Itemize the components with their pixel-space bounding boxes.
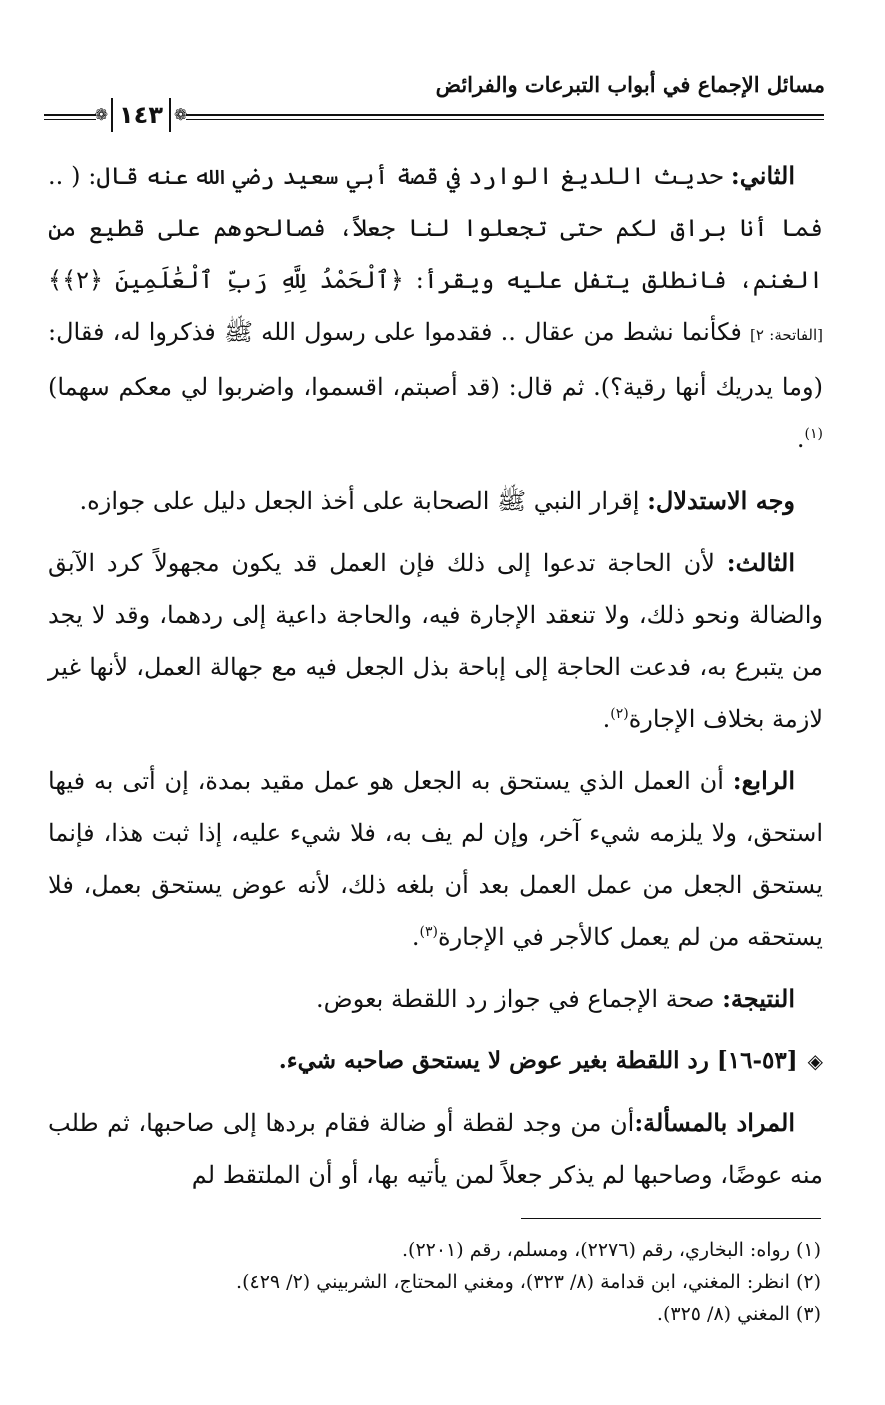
footnote-2: (٢) انظر: المغني، ابن قدامة (٨/ ٣٢٣)، ومغني المحتاج، الشربيني (٢/ ٤٢٩).	[236, 1271, 821, 1293]
footnotes	[51, 1234, 821, 1330]
paragraph-text: إقرار النبي ﷺ الصحابة على أخذ الجعل دليل على جوازه.	[79, 487, 648, 515]
quran-reference: [الفاتحة: ٢]	[750, 326, 823, 344]
footnote-separator	[521, 1218, 821, 1219]
page-number-frame	[96, 95, 186, 135]
page-number: ١٤٣	[111, 98, 171, 132]
diamond-icon: ◈	[807, 1049, 823, 1073]
paragraph-third	[48, 537, 823, 745]
paragraph-meaning	[48, 1097, 823, 1201]
paragraph-lead: وجه الاستدلال:	[647, 486, 795, 515]
quran-verse: ﴿ٱلْحَمْدُ لِلَّهِ رَبِّ ٱلْعَٰلَمِينَ ﴿٢﴾﴾	[48, 266, 404, 294]
ornament-icon: ❁	[94, 105, 109, 124]
footnote-1: (١) رواه: البخاري، رقم (٢٢٧٦)، ومسلم، رقم (٢٢٠١).	[401, 1239, 821, 1261]
running-head: مسائل الإجماع في أبواب التبرعات والفرائض	[435, 72, 825, 97]
paragraph-text: فكأنما نشط من عقال .. فقدموا على رسول الله ﷺ فذكروا له، فقال: (وما يدريك أنها رقية؟). ثم قال: (قد أصبتم، اقسموا، واضربوا لي معكم سهما)	[48, 318, 823, 401]
main-text	[48, 150, 823, 1211]
footnote-3: (٣) المغني (٨/ ٣٢٥).	[656, 1303, 821, 1325]
paragraph-text: لأن الحاجة تدعوا إلى ذلك فإن العمل قد يكون مجهولاً كرد الآبق والضالة ونحو ذلك، ولا تنعقد الإجارة فيه، والحاجة داعية إلى ردهما، وقد لا يجد من يتبرع به، فدعت الحاجة إلى إباحة بذل الجعل فيه مع جهالة العمل، لأنها غير لازمة بخلاف الإجارة	[48, 549, 823, 733]
paragraph-text: أن من وجد لقطة أو ضالة فقام بردها إلى صاحبها، ثم طلب منه عوضًا، وصاحبها لم يذكر جعلاً لمن يأتيه بها، أو أن الملتقط لم	[48, 1109, 823, 1189]
paragraph-fourth	[48, 755, 823, 963]
ornament-icon: ❁	[173, 105, 188, 124]
paragraph-text: أن العمل الذي يستحق به الجعل هو عمل مقيد بمدة، إن أتى به فيها استحق، ولا يلزمه شيء آخر، وإن لم يف به، فلا شيء عليه، إذا ثبت هذا، فإنما يستحق الجعل من عمل العمل بعد أن بلغه ذلك، لأنه عوض يستحق بعمل، فلا يستحقه من لم يعمل كالأجر في الإجارة	[48, 767, 823, 951]
punctuation: .	[411, 923, 420, 951]
punctuation: .	[796, 425, 805, 453]
paragraph-lead: الثاني:	[730, 161, 795, 190]
paragraph-text: حديث اللديغ الوارد في قصة أبي سعيد رضي الله عنه قال: ( .. فما أنا براق لكم حتى تجعلوا لنا جعلاً، فصالحوهم على قطيع من الغنم، فانطلق يتفل عليه ويقرأ:	[48, 162, 824, 294]
paragraph-result	[48, 973, 823, 1025]
paragraph-lead: المراد بالمسألة:	[634, 1108, 795, 1137]
footnote-marker: (٢)	[610, 706, 629, 722]
paragraph-inference	[48, 475, 823, 527]
footnote-marker: (١)	[804, 426, 823, 442]
punctuation: .	[602, 705, 611, 733]
paragraph-second	[48, 150, 823, 465]
section-heading	[48, 1035, 823, 1087]
paragraph-lead: الثالث:	[726, 548, 795, 577]
section-heading-text: [٥٣-١٦] رد اللقطة بغير عوض لا يستحق صاحبه شيء.	[278, 1047, 798, 1074]
paragraph-text: صحة الإجماع في جواز رد اللقطة بعوض.	[316, 985, 723, 1013]
paragraph-lead: النتيجة:	[722, 984, 795, 1013]
paragraph-lead: الرابع:	[732, 766, 795, 795]
footnote-marker: (٣)	[419, 924, 439, 940]
